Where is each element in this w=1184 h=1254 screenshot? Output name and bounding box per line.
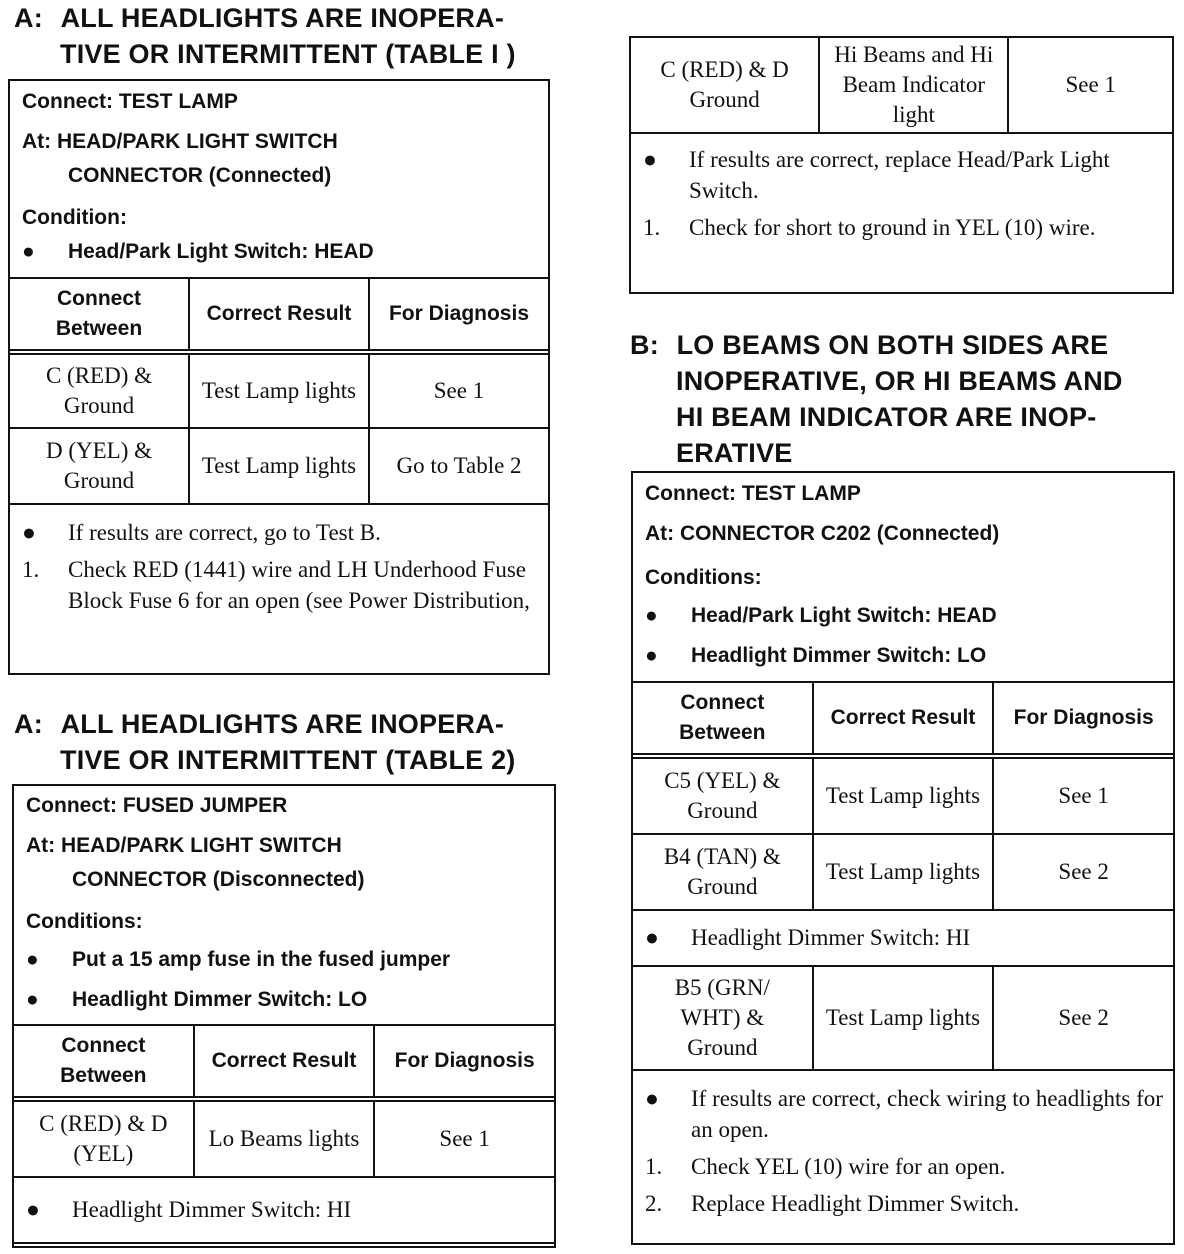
testb-notes [633, 1071, 1173, 1231]
heading-line2: INOPERATIVE, OR HI BEAMS AND [676, 366, 1123, 396]
table-row: B4 (TAN) & Ground Test Lamp lights See 2 [632, 834, 1174, 910]
col-header: Correct Result [189, 278, 369, 352]
condition-bullet: ● Headlight Dimmer Switch: LO [26, 983, 554, 1017]
col-header: Connect Between [632, 682, 813, 756]
connect-line: Connect: TEST LAMP [22, 90, 238, 113]
table1-header [10, 81, 548, 277]
table-row: ● Headlight Dimmer Switch: HI [632, 910, 1174, 966]
heading-line2: TIVE OR INTERMITTENT (TABLE 2) [60, 745, 516, 775]
bullet-icon: ● [26, 988, 39, 1011]
condition-bullet: ● Headlight Dimmer Switch: LO [645, 639, 1173, 673]
condition-bullet: ● Put a 15 amp fuse in the fused jumper [26, 943, 554, 977]
table-row: C5 (YEL) & Ground Test Lamp lights See 1 [632, 756, 1174, 834]
at-line-2: CONNECTOR (Connected) [68, 164, 332, 187]
table-row: B5 (GRN/ WHT) & Ground Test Lamp lights See 2 [632, 966, 1174, 1070]
note-1: 1. Check for short to ground in YEL (10) wire. [643, 215, 1096, 240]
testb-box [631, 471, 1175, 1245]
table1-heading [14, 0, 574, 72]
table2-grid [12, 1024, 556, 1244]
connect-line: Connect: FUSED JUMPER [26, 794, 288, 817]
table1-notes [10, 505, 548, 628]
at-line-2: CONNECTOR (Disconnected) [72, 868, 365, 891]
continuation-grid [629, 36, 1174, 134]
bullet-icon: ● [645, 925, 659, 950]
condition-bullet: ● Head/Park Light Switch: HEAD [645, 599, 1173, 633]
table-row: C (RED) & D (YEL) Lo Beams lights See 1 [13, 1099, 555, 1177]
heading-line1: ALL HEADLIGHTS ARE INOPERA- [60, 3, 505, 33]
table2-heading [14, 706, 574, 778]
col-header: For Diagnosis [993, 682, 1174, 756]
heading-line2: TIVE OR INTERMITTENT (TABLE I ) [60, 39, 516, 69]
table-row: C (RED) & Ground Test Lamp lights See 1 [9, 352, 549, 428]
continuation-box [629, 36, 1174, 294]
heading-line4: ERATIVE [676, 438, 793, 468]
condition-bullet: ● Head/Park Light Switch: HEAD [22, 235, 548, 269]
connect-line: Connect: TEST LAMP [645, 482, 861, 505]
note-bullet: ● If results are correct, replace Head/Park Light Switch. [643, 144, 1162, 206]
note-2: 2. Replace Headlight Dimmer Switch. [645, 1191, 1020, 1216]
col-header: Connect Between [9, 278, 189, 352]
heading-letter: A: [14, 3, 43, 33]
conditions-label: Conditions: [26, 910, 143, 933]
bullet-icon: ● [26, 1197, 40, 1222]
table-row: ● Headlight Dimmer Switch: HI [13, 1177, 555, 1243]
table1-box [8, 79, 550, 675]
heading-line3: HI BEAM INDICATOR ARE INOP- [676, 402, 1097, 432]
bullet-icon: ● [645, 644, 658, 667]
note-bullet: ● If results are correct, go to Test B. [22, 517, 538, 548]
at-line: At: CONNECTOR C202 (Connected) [645, 522, 1000, 545]
bullet-icon: ● [22, 520, 36, 545]
bullet-icon: ● [643, 147, 657, 172]
condition-label: Condition: [22, 206, 127, 229]
table-row: C (RED) & D Ground Hi Beams and Hi Beam Indicator light See 1 [630, 37, 1173, 133]
table1-grid [8, 277, 550, 505]
table-row: D (YEL) & Ground Test Lamp lights Go to Table 2 [9, 428, 549, 504]
col-header: Correct Result [813, 682, 994, 756]
at-line: At: HEAD/PARK LIGHT SWITCH [22, 130, 338, 153]
continuation-notes [631, 134, 1172, 255]
heading-letter: A: [14, 709, 43, 739]
note-1: 1. Check YEL (10) wire for an open. [645, 1154, 1006, 1179]
col-header: Correct Result [194, 1025, 375, 1099]
bullet-icon: ● [645, 1086, 659, 1111]
bullet-icon: ● [645, 604, 658, 627]
bullet-icon: ● [26, 948, 39, 971]
testb-grid [631, 681, 1175, 1071]
heading-line1: ALL HEADLIGHTS ARE INOPERA- [60, 709, 505, 739]
heading-line1: LO BEAMS ON BOTH SIDES ARE [676, 330, 1109, 360]
conditions-label: Conditions: [645, 566, 762, 589]
at-line: At: HEAD/PARK LIGHT SWITCH [26, 834, 342, 857]
heading-letter: B: [630, 330, 659, 360]
note-bullet: ● If results are correct, check wiring to headlights for an open. [645, 1083, 1163, 1145]
testb-header [633, 473, 1173, 681]
note-1: 1. Check RED (1441) wire and LH Underhood Fuse Block Fuse 6 for an open (see Power Distribution, [22, 557, 530, 613]
bullet-icon: ● [22, 240, 35, 263]
testb-heading [630, 327, 1175, 471]
table2-header [14, 786, 554, 1024]
col-header: For Diagnosis [374, 1025, 555, 1099]
col-header: Connect Between [13, 1025, 194, 1099]
table2-box [12, 784, 556, 1248]
col-header: For Diagnosis [369, 278, 549, 352]
